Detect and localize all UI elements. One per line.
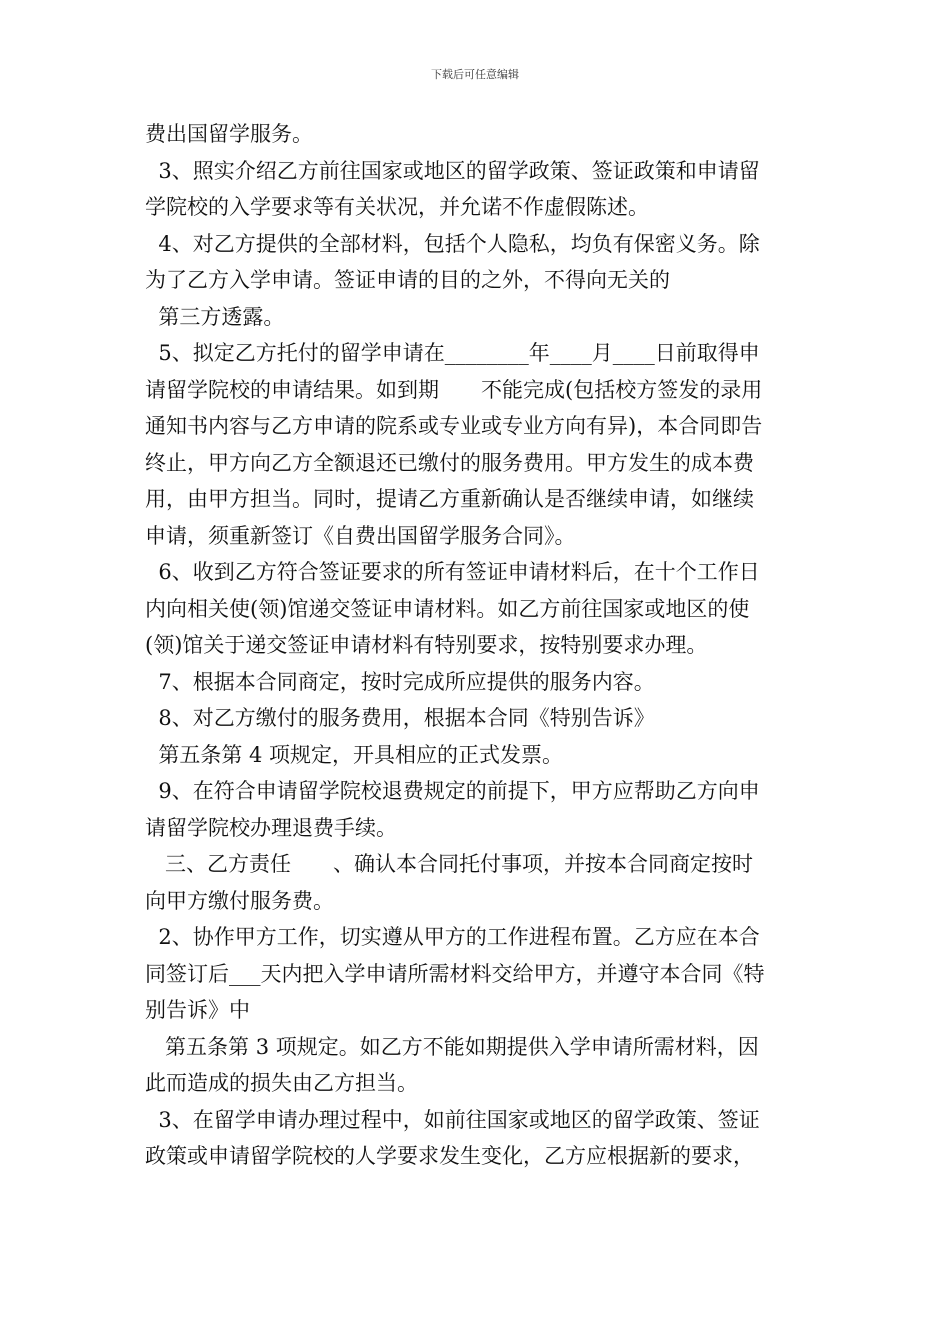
text-line: 学院校的入学要求等有关状况，并允诺不作虚假陈述。 — [145, 195, 649, 219]
text-line: 别告诉》中 — [145, 998, 250, 1022]
text-line: 3、在留学申请办理过程中，如前往国家或地区的留学政策、签证 — [145, 1107, 760, 1132]
text-line: 6、收到乙方符合签证要求的所有签证申请材料后，在十个工作日 — [145, 560, 760, 584]
text-line: 9、在符合申请留学院校退费规定的前提下，甲方应帮助乙方向申 — [145, 779, 760, 803]
text-line: 用，由甲方担当。同时，提请乙方重新确认是否继续申请，如继续 — [145, 487, 754, 511]
text-line: 4、对乙方提供的全部材料，包括个人隐私，均负有保密义务。除 — [145, 231, 760, 256]
text-line: 8、对乙方缴付的服务费用，根据本合同《特别告诉》 — [145, 706, 655, 730]
text-line: 内向相关使(领)馆递交签证申请材料。如乙方前往国家或地区的使 — [145, 596, 750, 621]
page-header: 下载后可任意编辑 — [431, 68, 519, 81]
text-line: 三、乙方责任 、确认本合同托付事项，并按本合同商定按时 — [145, 852, 754, 876]
text-line: 向甲方缴付服务费。 — [145, 888, 334, 913]
text-line: 此而造成的损失由乙方担当。 — [145, 1071, 418, 1095]
text-line: 第五条第 3 项规定。如乙方不能如期提供入学申请所需材料，因 — [145, 1034, 759, 1059]
text-line: 为了乙方入学申请。签证申请的目的之外，不得向无关的 — [145, 268, 670, 292]
text-line: (领)馆关于递交签证申请材料有特别要求，按特别要求办理。 — [145, 633, 708, 657]
text-line: 7、根据本合同商定，按时完成所应提供的服务内容。 — [145, 669, 655, 694]
text-line: 2、协作甲方工作，切实遵从甲方的工作进程布置。乙方应在本合 — [145, 925, 760, 949]
text-line: 终止，甲方向乙方全额退还已缴付的服务费用。甲方发生的成本费 — [145, 450, 754, 475]
text-line: 申请，须重新签订《自费出国留学服务合同》。 — [145, 523, 576, 548]
text-line: 5、拟定乙方托付的留学申请在________年____月____日前取得申 — [145, 341, 760, 365]
text-line: 费出国留学服务。 — [145, 122, 313, 146]
text-line: 同签订后___天内把入学申请所需材料交给甲方，并遵守本合同《特 — [145, 961, 765, 986]
text-line: 第五条第 4 项规定，开具相应的正式发票。 — [145, 742, 564, 767]
text-line: 第三方透露。 — [145, 304, 285, 329]
text-line: 政策或申请留学院校的人学要求发生变化，乙方应根据新的要求， — [145, 1144, 754, 1168]
text-line: 请留学院校的申请结果。如到期 不能完成(包括校方签发的录用 — [145, 377, 763, 402]
text-line: 请留学院校办理退费手续。 — [145, 815, 397, 840]
text-line: 通知书内容与乙方申请的院系或专业或专业方向有异)，本合同即告 — [145, 414, 763, 438]
document-body — [145, 116, 810, 1175]
text-line: 3、照实介绍乙方前往国家或地区的留学政策、签证政策和申请留 — [145, 158, 760, 183]
